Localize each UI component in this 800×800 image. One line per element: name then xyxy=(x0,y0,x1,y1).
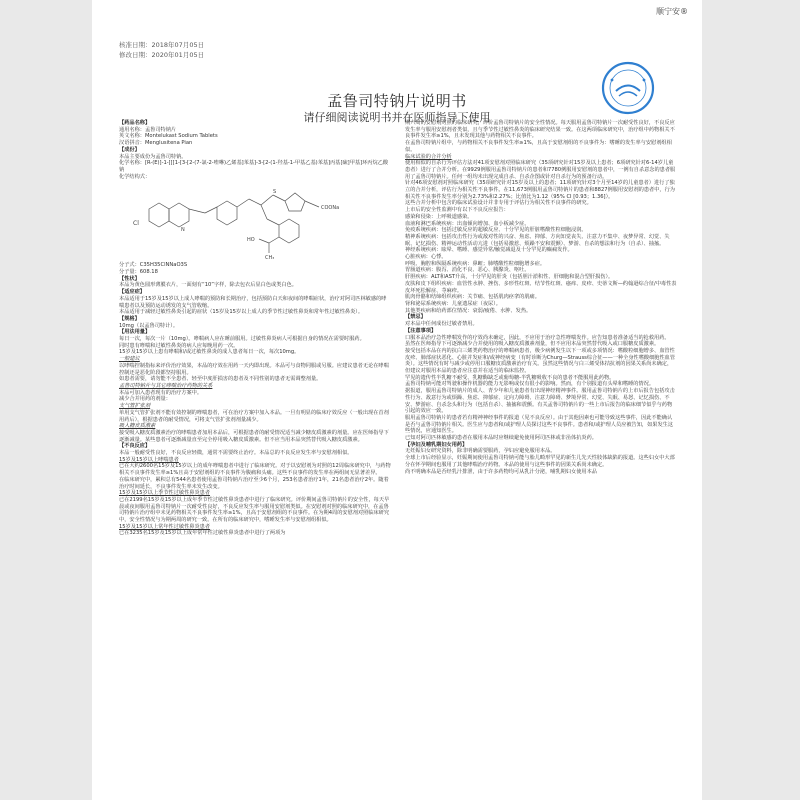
section-properties: 【性状】 xyxy=(119,275,140,282)
english-name: 英文名称：Montelukast Sodium Tablets xyxy=(119,133,218,140)
adverse-sub-3: 15岁及15岁以上常年性过敏性鼻炎患者 xyxy=(119,523,211,530)
svg-text:HO: HO xyxy=(247,237,255,244)
r-para-27: 服用孟鲁司特钠片的患者若有精神神经事件的报道（见不良反应）。由于其他因素也可能导致这些事件，因此不能确认是否与孟鲁司特钠片相关。医生应与患者和/或护理人员探讨这些不良事件。患者和/或护理人员应被告知，如果发生这些情况，应通知医生。 xyxy=(405,414,674,435)
r-para-13: 呼吸、胸腔和纵隔系统疾病：鼻衄；肺嗜酸性粒细胞增多症。 xyxy=(405,260,546,267)
general-text: 以哮喘控制指标来评价治疗效果，本品的疗效在用药一天内即出现。本品可与食物同服或另服。应建议患者无论在哮喘控制还是恶化阶段都坚持服用。 xyxy=(119,362,389,376)
sub-steroid: 吸入糖皮质激素 xyxy=(119,423,156,430)
right-column xyxy=(405,120,677,475)
left-column xyxy=(119,120,391,537)
r-para-30: 全球上市后经验显示，妊娠期间使用孟鲁司特钠可能与胎儿畸形罕见的新生儿先天性肢体缺陷的报道。这些妇女中大部分在怀孕期间也服用了其他哮喘治疗药物。本品的使用与这些事件的因果关系尚未确定。 xyxy=(405,455,675,468)
sub-bronchodilator: 支气管扩张剂 xyxy=(119,403,151,410)
r-para-12: 心脏疾病：心悸。 xyxy=(405,254,447,261)
r-para-29: 无妊娠妇女研究资料，除非明确需要服药，孕妇应避免服用本品。 xyxy=(405,448,556,455)
adverse-sub-1: 15岁及15岁以上哮喘患者 xyxy=(119,456,179,463)
section-precautions: 【注意事项】 xyxy=(405,327,437,334)
brand-logo: 顺宁安® xyxy=(656,7,688,16)
section-spec: 【规格】 xyxy=(119,315,140,322)
combo-1: 本品可加入患者现有的治疗方案中。 xyxy=(119,389,203,396)
r-para-2: 在孟鲁司特钠片组中，与药物相关不良事件发生率≥1%，且高于安慰剂组的不良事件为：嗜睡的发生率与安慰剂组相似。 xyxy=(405,140,672,153)
r-para-28: 已知对阿司匹林敏感的患者在服用本品时应继续避免使用阿司匹林或非甾体抗炎药。 xyxy=(405,435,597,442)
r-para-17: 肌肉骨骼和结缔组织疾病：关节痛、包括肌肉痉挛的肌痛。 xyxy=(405,294,540,301)
section-name: 【药品名称】 xyxy=(119,120,151,126)
r-para-24: 罕见的遗传性半乳糖不耐受、乳糖酶缺乏或葡萄糖-半乳糖吸收不良的患者不能服用此药物。 xyxy=(405,374,615,381)
section-adverse: 【不良反应】 xyxy=(119,443,151,450)
molecular-formula: 分子式：C35H35ClNNaO3S xyxy=(119,262,188,269)
r-para-19: 其他类疾病和给药部位情况：衰弱/疲倦、水肿、发热。 xyxy=(405,307,532,314)
dates-block xyxy=(119,40,204,60)
combo-2: 减少合并用药的剂量： xyxy=(119,396,171,403)
generic-name: 通用名称：孟鲁司特钠片 xyxy=(119,126,177,133)
adverse-1: 本品一般耐受性良好，不良反应轻微，通常不需要终止治疗。本品总的不良反应发生率与安慰剂相似。 xyxy=(119,450,353,457)
instruction-sheet xyxy=(92,0,702,800)
usage-3: 15岁及15岁以上患有哮喘和/或过敏性鼻炎的成人患者每日一次，每次10mg。 xyxy=(119,349,300,356)
r-para-1: 期六周的安慰剂对照的临床研究，评价孟鲁司特钠片的安全性情况。每天服用孟鲁司特钠片一次耐受性良好，不良反应发生率与服用安慰剂者类似，且与季节性过敏性鼻炎的临床研究结果一致。在这两项临床研究中，治疗组中药物相关不良事件发生率≥1%，且未发现其他与药物相关不良事件。 xyxy=(405,120,675,140)
r-para-15: 肝胆疾病：ALT和AST升高，十分罕见的肝炎（包括胆汁淤积性、肝细胞和混合型肝损伤）。 xyxy=(405,274,614,281)
r-para-18: 肾和泌尿系统疾病：儿童遗尿症（夜尿）。 xyxy=(405,300,501,307)
document-title: 孟鲁司特钠片说明书 xyxy=(327,92,467,110)
r-para-26: 据报道，服用孟鲁司特钠片的成人、青少年和儿童患者有出现神经精神事件。服用孟鲁司特钠片的上市后报告包括攻击性行为、敌意行为或烦躁、焦虑、抑郁症、定向力障碍、注意力障碍、梦境异常、幻觉、失眠、易怒、记忆损伤、不安、梦游症、自杀念头和行为（包括自杀）、抽搐和震颤。有关孟鲁司特钠片的一些上市后报告的临床细节似乎与药物引起的效应一致。 xyxy=(405,388,675,415)
r-para-7: 感染和侵染：上呼吸道感染。 xyxy=(405,213,473,220)
usage-1: 每日一次，每次一片（10mg）。哮喘病人应在睡前服用。过敏性鼻炎病人可根据自身的情况在需要时服药。 xyxy=(119,336,365,343)
properties-text: 本品为黄色圆形薄膜衣片，一面刻有“10”字样，除去包衣后显白色或类白色。 xyxy=(119,282,297,289)
usage-2: 同时患有哮喘和过敏性鼻炎的病人应每晚用药一次。 xyxy=(119,342,239,349)
pinyin-name: 汉语拼音：Menglusitena Pian xyxy=(119,140,193,147)
bronchodilator-text: 单用支气管扩张剂不能有效控制的哮喘患者，可在治疗方案中加入本品。一旦有明显的临床疗效反应（一般出现在首剂用药后），根据患者的耐受情况，可将支气管扩张剂剂量减少。 xyxy=(119,409,389,423)
sub-combo: 孟鲁司特钠片与其它哮喘治疗药物的关系 xyxy=(119,382,213,389)
r-para-20: 对本品中任何成份过敏者禁用。 xyxy=(405,321,478,328)
chemical-structure-diagram xyxy=(119,183,391,259)
r-para-14: 胃肠道疾病：腹泻、消化不良、恶心、胰腺炎、呕吐。 xyxy=(405,267,530,274)
comp-struct: 化学结构式： xyxy=(119,173,151,180)
sub-general: 一般建议 xyxy=(119,356,140,363)
section-pregnancy: 【孕妇及哺乳期妇女用药】 xyxy=(405,441,468,448)
section-contraindications: 【禁忌】 xyxy=(405,314,426,321)
r-para-9: 免疫系统疾病：包括过敏反应的超敏反应、十分罕见的肝脏嗜酸性粒细胞浸润。 xyxy=(405,227,587,234)
r-para-22: 虽然在医师指导下可逐渐减少合并使用的吸入糖皮质激素剂量，但不应用本品突然替代吸入或口服糖皮质激素。 xyxy=(405,341,660,348)
section-indications: 【适应症】 xyxy=(119,289,145,296)
adverse-sub-2: 15岁及15岁以上季节性过敏性鼻炎患者 xyxy=(119,490,211,497)
revised-date: 修改日期：2020年01月05日 xyxy=(119,51,205,59)
r-para-11: 神经系统疾病：眩晕、嗜睡、感觉异常/触觉减退及十分罕见的癫痫发作。 xyxy=(405,247,573,254)
r-para-23: 接受包括本品在内的抗白三烯类药物治疗的哮喘病患者，极少病例发生以下一项或多项情况：嗜酸粒细胞增多、血管性皮疹、肺部症状恶化、心脏并发症和/或神经病变（有时诊断为Churg—Strauss综合征——一种全身性嗜酸细胞性血管炎）。这些情况有时与减少或停用口服糖皮质激素治疗有关。虽然这些情况与白三烯受体拮抗剂的因果关系尚未确定，但建议对服用本品的患者应注意并在适当的临床监控。 xyxy=(405,347,676,375)
comp-chem: 化学名称：[R-(E)]-1-[[[1-[3-[2-(7-氯-2-喹啉)乙烯基]苯基]-3-[2-(1-羟基-1-甲基乙基)苯基]丙基]硫]甲基]环丙烷乙酸钠 xyxy=(119,160,389,173)
indication-1: 本品适用于15岁及15岁以上成人哮喘的预防和长期治疗，包括预防白天和夜间的哮喘症状，治疗对阿司匹林敏感的哮喘患者以及预防运动诱发的支气管收缩。 xyxy=(119,295,387,309)
general-2: 如患者需要，请勿能不全患者、轻至中度肝损害的患者及不同性别的患者无需调整剂量。 xyxy=(119,376,322,383)
r-sub-pooled: 临床试验的合并分析 xyxy=(405,153,452,160)
adverse-2: 已在大约2600名15岁及15岁以上的成年哮喘患者中进行了临床研究。对于以安慰剂为对照的12周临床研究中，与药物相关不良事件发生率≥1%且高于安慰剂组的不良事件为腹痛和头痛。这些不良事件的发生率在两组间无显著差异。 xyxy=(119,463,391,477)
spec-text: 10mg（以孟鲁司特计）。 xyxy=(119,322,179,329)
adverse-5: 已在3235名15岁及15岁以上成年常年性过敏性鼻炎患者中进行了两项为 xyxy=(119,530,286,537)
steroid-text: 接受吸入糖皮质激素治疗的哮喘患者加用本品后，可根据患者的耐受情况适当减少糖皮质激素的剂量。应在医师指导下逐渐减量。某些患者可逐渐减量直至完全停用吸入糖皮质激素。但不应当用本品突然替代吸入糖皮质激素。 xyxy=(119,429,389,443)
svg-text:N: N xyxy=(181,227,185,234)
molecular-weight: 分子量：608.18 xyxy=(119,269,158,276)
r-para-31: 尚不明确本品是否经乳汁排泄，由于许多药物均可从乳汁分泌，哺乳期妇女使用本品 xyxy=(405,468,597,475)
svg-text:COONa: COONa xyxy=(321,205,340,212)
r-para-4: 针对46项安慰剂对照临床研究（35项研究针对15岁及以上的患者；11项研究针对3个月至14岁的儿童患者）进行了独立的合并分析，评估行为相关性不良事件。在11,673例服用孟鲁司特钠片的患者和8827例服用安慰剂的患者中，行为相关性不良事件发生率分别为2.73%和2.27%；比值比为1.12（95% CI [0.93；1.36]）。 xyxy=(405,180,675,200)
r-para-25: 孟鲁司特钠可能对驾驶和操作机器的能力无影响或仅有很小的影响。然而，有个别报道有头晕和嗜睡的情况。 xyxy=(405,381,655,388)
r-para-16: 皮肤和皮下组织疾病：血管性水肿、挫伤、多形性红斑、结节性红斑、瘙痒、皮疹、史蒂文斯—约翰逊综合征/中毒性表皮坏死松解症、荨麻疹。 xyxy=(405,280,677,294)
r-para-3: 使用相似的自杀行为评估方法对41项安慰剂对照临床研究（35项研究针对15岁及以上患者；6项研究针对6-14岁儿童患者）进行了合并分析。在9929例服用孟鲁司特钠片的患者和7780例服用安慰剂的患者中，一例有自杀意念的患者服用了孟鲁司特钠片。任何一组均未出现完成自杀、自杀企图或针对自杀行为的预备行动。 xyxy=(405,160,676,180)
svg-text:S: S xyxy=(273,189,277,196)
section-usage: 【用法用量】 xyxy=(119,329,151,336)
r-para-10: 精神系统疾病：包括攻击性行为或敌对性的兴奋、焦虑、抑郁、方向知觉丧失、注意力不集中、夜梦异常、幻觉、失眠、记忆损伤、精神运动性活动亢进（包括易激惹、烦躁不安和震颤）、梦游、自杀的想法和行为（自杀）、抽搐。 xyxy=(405,233,670,247)
indication-2: 本品适用于减轻过敏性鼻炎引起的症状（15岁及15岁以上成人的季节性过敏性鼻炎和常年性过敏性鼻炎）。 xyxy=(119,309,364,316)
adverse-4: 已在2199名15岁及15岁以上成年季节性过敏性鼻炎患者中进行了临床研究。评价期间孟鲁司特钠片的安全性，每天早晨或夜间服用孟鲁司特钠片一次耐受性良好，不良反应发生率与服用安慰剂类似。在安慰剂对照的临床研究中，在孟鲁司特钠片治疗组中未见药物相关不良事件发生率≥1%，且高于安慰剂组的不良事件。在为期4周的安慰剂对照临床研究中，安全性情况与为期两周的研究一致。在所有的临床研究中，嗜睡发生率与安慰剂组相似。 xyxy=(119,496,390,524)
r-para-21: 口服本品治疗急性哮喘发作的疗效尚未确定，因此，不应用于治疗急性哮喘发作。应告知患者准备适当的抢救用药。 xyxy=(405,334,670,341)
document-subtitle: 请仔细阅读说明书并在医师指导下使用 xyxy=(303,111,491,124)
svg-text:Cl: Cl xyxy=(133,220,139,228)
svg-text:CH₃: CH₃ xyxy=(265,255,275,260)
approved-date: 核准日期：2018年07月05日 xyxy=(119,41,205,49)
r-para-5: 这些合并分析中包含的临床试验设计并非专用于评估行为相关性不良事件的研究。 xyxy=(405,200,592,207)
section-composition: 【成份】 xyxy=(119,146,140,153)
comp-main: 本品主要成份为孟鲁司特钠。 xyxy=(119,153,187,160)
r-para-8: 血液和淋巴系统疾病：出血倾向增加、血小板减少症。 xyxy=(405,220,530,227)
r-para-6: 上市后的安全性监测中有以下不良反应报告： xyxy=(405,207,509,214)
adverse-3: 在临床研究中，累积总有544名患者使用孟鲁司特钠片治疗至少6个月，253名患者治疗1年，21名患者治疗2年。随着治疗时间延长，不良事件发生率未发生改变。 xyxy=(119,476,389,490)
